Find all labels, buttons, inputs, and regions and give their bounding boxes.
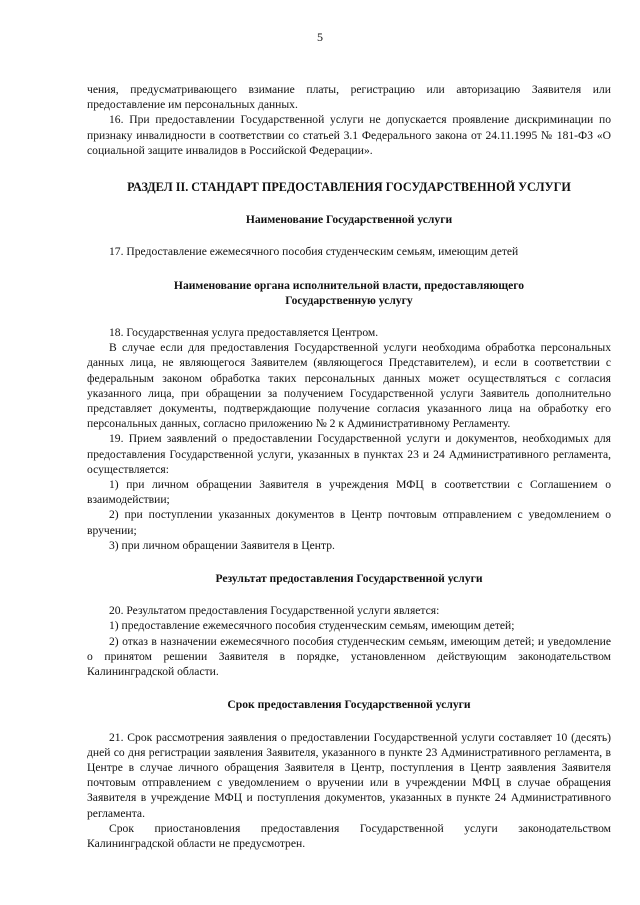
paragraph-20-item-1: 1) предоставление ежемесячного пособия студенческим семьям, имеющим детей;: [109, 619, 515, 633]
paragraph-continuation: чения, предусматривающего взимание платы, регистрацию или авторизацию Заявителя или предоставление им персональных данных.: [87, 83, 611, 112]
heading-authority-line-1: Наименование органа исполнительной власти, предоставляющего: [173, 278, 525, 292]
document-body: [87, 82, 611, 851]
paragraph-18-consent: В случае если для предоставления Государственной услуги необходима обработка персональных данных лица, не являющегося Заявителем (являющегося Представителем), и если в соответствии с федеральным законом обработка таких персональных данных может осуществляться с согласия указанного лица, при обращении за получением Государственной услуги Заявитель дополнительно представляет документы, подтверждающие получение согласия указанного лица на обработку его персональных данных, согласно приложению № 2 к Административному Регламенту.: [87, 341, 611, 431]
paragraph-20: 20. Результатом предоставления Государственной услуги является:: [109, 604, 440, 618]
paragraph-19-item-2: 2) при поступлении указанных документов в Центр почтовым отправлением с уведомлением о вручении;: [87, 508, 611, 537]
paragraph-18: 18. Государственная услуга предоставляется Центром.: [109, 326, 379, 340]
paragraph-19-item-1: 1) при личном обращении Заявителя в учреждения МФЦ в соответствии с Соглашением о взаимодействии;: [87, 478, 611, 507]
heading-result: Результат предоставления Государственной услуги: [215, 572, 483, 586]
paragraph-21-suspension: Срок приостановления предоставления Государственной услуги законодательством Калининградской области не предусмотрен.: [87, 821, 611, 850]
paragraph-20-item-2: 2) отказ в назначении ежемесячного пособия студенческим семьям, имеющим детей; и уведомление о принятом решении Заявителя в порядке, установленном действующим законодательством Калининградской области.: [87, 634, 611, 679]
paragraph-17: 17. Предоставление ежемесячного пособия студенческим семьям, имеющим детей: [109, 245, 519, 259]
heading-authority: [87, 278, 611, 308]
paragraph-19-item-3: 3) при личном обращении Заявителя в Центр.: [109, 538, 335, 552]
page-number: 5: [317, 30, 323, 44]
heading-service-name: Наименование Государственной услуги: [245, 213, 453, 227]
paragraph-19: 19. Прием заявлений о предоставлении Государственной услуги и документов, необходимых для предоставления Государственной услуги, указанных в пунктах 23 и 24 Административного регламента, осуществляется:: [87, 432, 611, 476]
heading-authority-line-2: Государственную услугу: [285, 293, 413, 307]
heading-term: Срок предоставления Государственной услуги: [227, 698, 471, 712]
paragraph-16: 16. При предоставлении Государственной услуги не допускается проявление дискриминации по признаку инвалидности в соответствии со статьей 3.1 Федерального закона от 24.11.1995 № 181-ФЗ «О социальной защите инвалидов в Российской Федерации».: [87, 113, 611, 157]
section-title: РАЗДЕЛ II. СТАНДАРТ ПРЕДОСТАВЛЕНИЯ ГОСУДАРСТВЕННОЙ УСЛУГИ: [127, 180, 571, 195]
paragraph-21: 21. Срок рассмотрения заявления о предоставлении Государственной услуги составляет 10 (десять) дней со дня регистрации заявления Заявителя, указанного в пункте 23 Административного регламента, в Центре в случае личного обращения Заявителя в Центр, поступления в Центр заявления Заявителя почтовым отправлением с уведомлением о вручении или в учреждении МФЦ в случае обращения Заявителя в учреждение МФЦ и поступления документов, указанных в пункте 24 Административного регламента.: [87, 730, 611, 820]
